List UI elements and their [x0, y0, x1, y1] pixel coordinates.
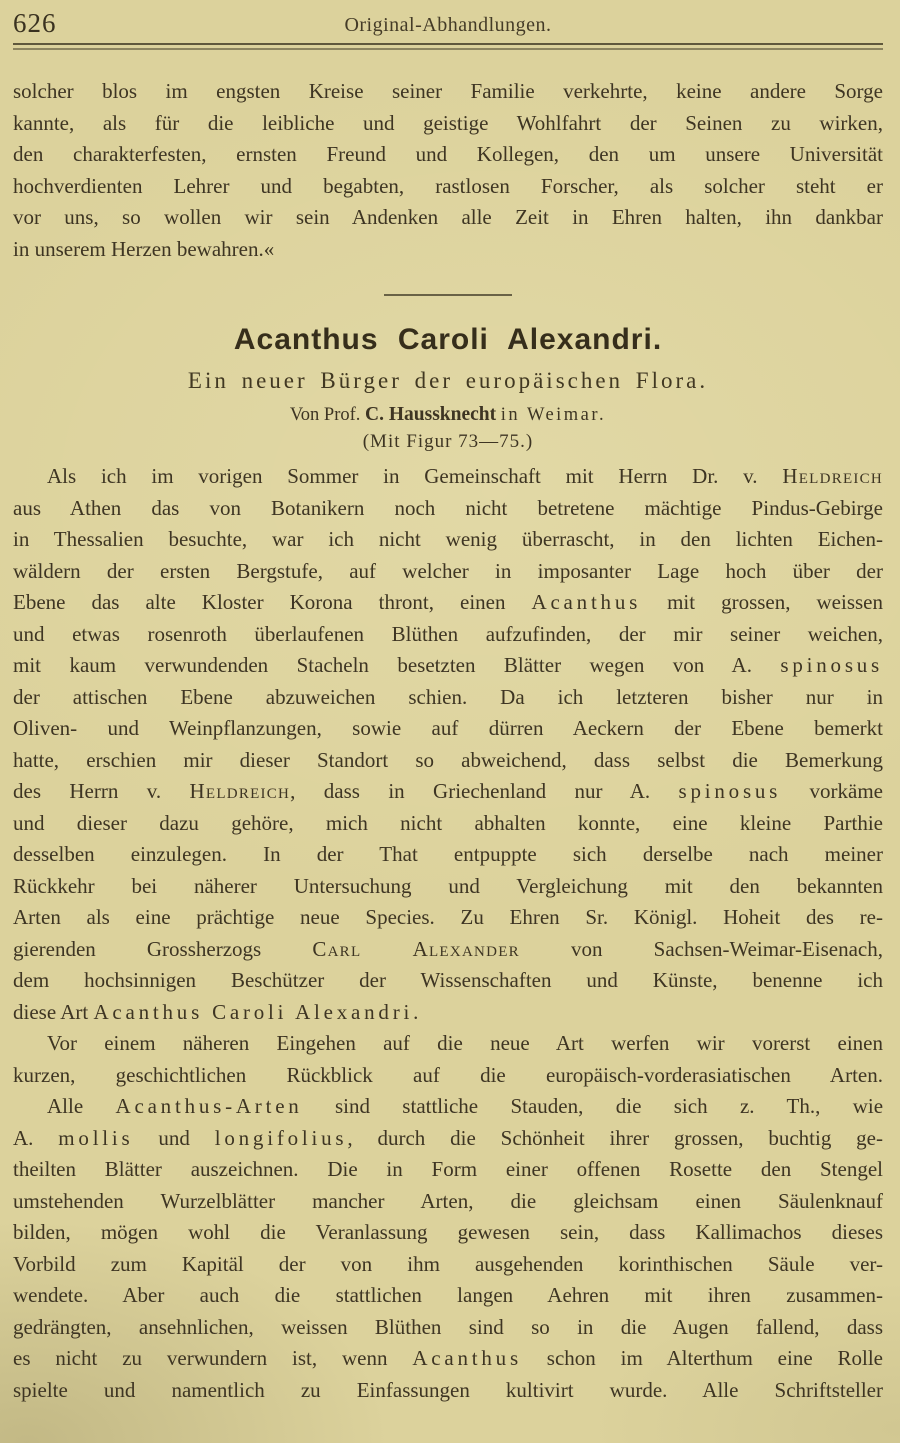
text-line: Als ich im vorigen Sommer in Gemeinschaft mit Herrn Dr. v. Heldreich	[47, 464, 883, 488]
author-name: C. Haussknecht	[365, 404, 497, 425]
text-line: Arten als eine prächtige neue Species. Zu Ehren Sr. Königl. Hoheit des re-	[13, 905, 883, 929]
text-line: Vorbild zum Kapitäl der von ihm ausgehenden korinthischen Säule ver-	[13, 1251, 883, 1276]
text-line: des Herrn v. Heldreich, dass in Griechenland nur A. spinosus vorkäme	[13, 779, 883, 803]
section-divider	[384, 294, 512, 296]
text-line: mit kaum verwundenden Stacheln besetzten Blätter wegen von A. spinosus	[13, 653, 883, 677]
text-line: wäldern der ersten Bergstufe, auf welcher in imposanter Lage hoch über der	[13, 558, 883, 583]
obituary-paragraph	[13, 76, 883, 265]
header-double-rule	[13, 43, 883, 50]
text-line: umstehenden Wurzelblätter mancher Arten, die gleichsam einen Säulenknauf	[13, 1188, 883, 1213]
text-line: und etwas rosenroth überlaufenen Blüthen aufzufinden, der mir seiner weichen,	[13, 621, 883, 646]
page-header	[13, 6, 883, 40]
running-header: Original-Abhandlungen.	[344, 14, 552, 36]
text-line: diese Art Acanthus Caroli Alexandri.	[13, 999, 419, 1024]
text-line: kurzen, geschichtlichen Rückblick auf die europäisch-vorderasiatischen Arten.	[13, 1062, 883, 1087]
text-line: Vor einem näheren Eingehen auf die neue Art werfen wir vorerst einen	[47, 1031, 883, 1055]
text-line: es nicht zu verwundern ist, wenn Acanthus schon im Alterthum eine Rolle	[13, 1346, 883, 1370]
species-name-spaced: Acanthus-Arten	[115, 1094, 303, 1118]
text-line: kannte, als für die leibliche und geistige Wohlfahrt der Seinen zu wirken,	[13, 110, 883, 135]
species-name-spaced: spinosus	[678, 779, 782, 803]
text-line: in unserem Herzen bewahren.«	[13, 236, 275, 261]
text-line: wendete. Aber auch die stattlichen langen Aehren mit ihren zusammen-	[13, 1283, 883, 1307]
paragraph-overview-intro	[13, 1028, 883, 1091]
text-line: bilden, mögen wohl die Veranlassung gewesen sein, dass Kallimachos dieses	[13, 1220, 883, 1244]
text-line: in Thessalien besuchte, war ich nicht wenig überrascht, in den lichten Eichen-	[13, 527, 883, 551]
species-name-spaced: Acanthus	[412, 1346, 522, 1370]
figure-note: (Mit Figur 73—75.)	[362, 431, 534, 452]
text-line: den charakterfesten, ernsten Freund und Kollegen, den um unsere Universität	[13, 142, 883, 166]
species-name-spaced: mollis	[58, 1125, 134, 1150]
text-line: desselben einzulegen. In der That entpuppte sich derselbe nach meiner	[13, 842, 883, 866]
species-name-spaced: Acanthus	[531, 590, 642, 614]
paragraph-acanthus-history	[13, 1091, 883, 1406]
text-line: A. mollis und longifolius, durch die Schönheit ihrer grossen, buchtig ge-	[13, 1125, 883, 1150]
text-line: Rückkehr bei näherer Untersuchung und Vergleichung mit den bekannten	[13, 873, 883, 898]
text-line: der attischen Ebene abzuweichen schien. Da ich letzteren bisher nur in	[13, 684, 883, 709]
text-line: theilten Blätter auszeichnen. Die in Form einer offenen Rosette den Stengel	[13, 1157, 883, 1181]
text-line: hatte, erschien mir dieser Standort so abweichend, dass selbst die Bemerkung	[13, 747, 883, 772]
text-line: hochverdienten Lehrer und begabten, rastlosen Forscher, als solcher steht er	[13, 173, 883, 198]
person-name-smallcaps: Carl Alexander	[312, 936, 520, 961]
byline-location: in Weimar.	[500, 405, 607, 425]
person-name-smallcaps: Heldreich	[189, 779, 291, 803]
article-subtitle: Ein neuer Bürger der europäischen Flora.	[187, 368, 709, 393]
text-line: gedrängten, ansehnlichen, weissen Blüthen sind so in die Augen fallend, dass	[13, 1314, 883, 1339]
text-line: und dieser dazu gehöre, mich nicht abhalten konnte, eine kleine Parthie	[13, 810, 883, 835]
text-line: solcher blos im engsten Kreise seiner Familie verkehrte, keine andere Sorge	[13, 79, 883, 103]
article-title: Acanthus Caroli Alexandri.	[233, 323, 663, 356]
species-name-spaced: Acanthus Caroli Alexandri	[93, 999, 414, 1024]
species-name-spaced: spinosus	[780, 653, 883, 677]
person-name-smallcaps: Heldreich	[782, 464, 883, 488]
article-byline	[13, 404, 883, 426]
text-line: Ebene das alte Kloster Korona thront, einen Acanthus mit grossen, weissen	[13, 590, 883, 614]
species-name-spaced: longifolius	[214, 1125, 348, 1150]
paragraph-discovery	[13, 461, 883, 1028]
text-line: dem hochsinnigen Beschützer der Wissenschaften und Künste, benenne ich	[13, 968, 883, 992]
text-line: Oliven- und Weinpflanzungen, sowie auf dürren Aeckern der Ebene bemerkt	[13, 716, 883, 740]
byline-prefix: Von Prof.	[289, 405, 361, 425]
text-line: aus Athen das von Botanikern noch nicht betretene mächtige Pindus-Gebirge	[13, 495, 883, 520]
text-line: vor uns, so wollen wir sein Andenken alle Zeit in Ehren halten, ihn dankbar	[13, 205, 883, 229]
text-line: spielte und namentlich zu Einfassungen kultivirt wurde. Alle Schriftsteller	[13, 1377, 883, 1402]
text-line: gierenden Grossherzogs Carl Alexander von Sachsen-Weimar-Eisenach,	[13, 936, 884, 961]
text-line: Alle Acanthus-Arten sind stattliche Stauden, die sich z. Th., wie	[47, 1094, 884, 1118]
page-number: 626	[13, 8, 57, 38]
